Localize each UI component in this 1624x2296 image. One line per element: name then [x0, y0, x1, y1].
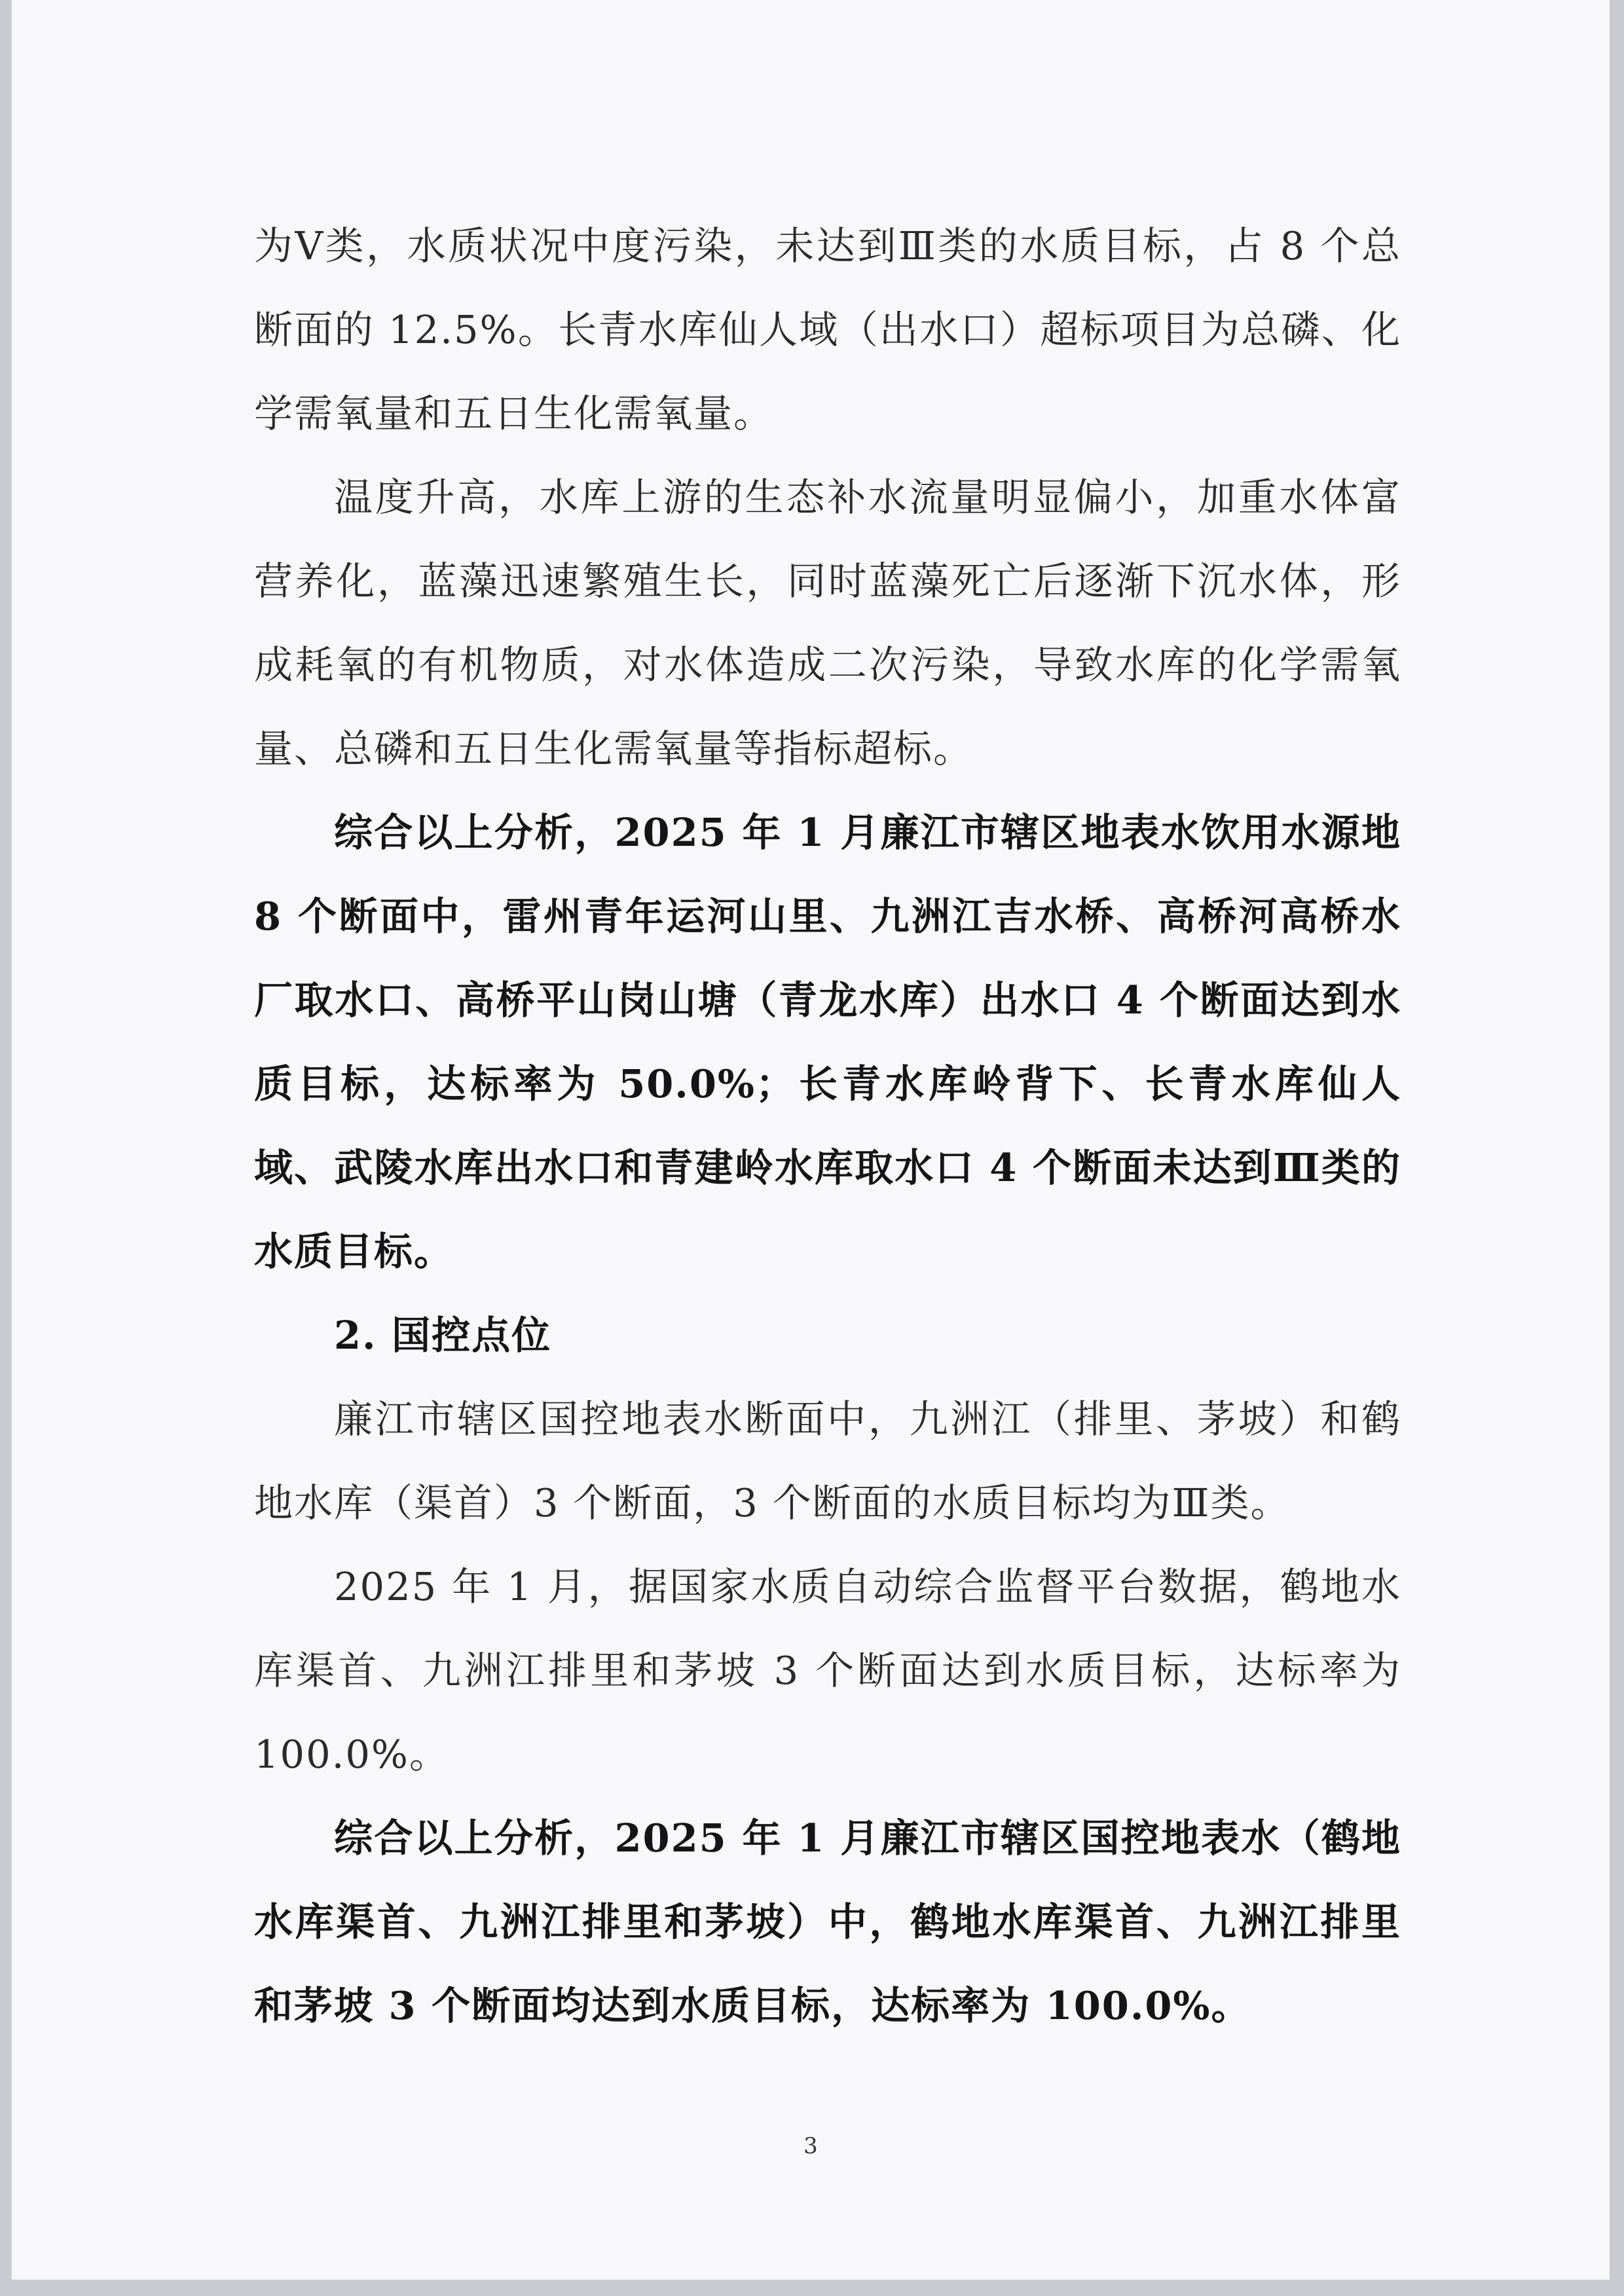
paragraph-algae-cause: 温度升高，水库上游的生态补水流量明显偏小，加重水体富营养化，蓝藻迅速繁殖生长，同时蓝藻死亡后逐渐下沉水体，形成耗氧的有机物质，对水体造成二次污染，导致水库的化学需氧量、总磷和五日生化需氧量等指标超标。: [254, 475, 1401, 771]
paragraph-drinking-water-summary: 综合以上分析，2025 年 1 月廉江市辖区地表水饮用水源地 8 个断面中，雷州青年运河山里、九洲江吉水桥、高桥河高桥水厂取水口、高桥平山岗山塘（青龙水库）出水口 4 个断面达到水质目标，达标率为 50.0%；长青水库岭背下、长青水库仙人域、武陵水库出水口和青建岭水库取水口 4 个断面未达到Ⅲ类的水质目标。: [254, 810, 1401, 1274]
document-body: [254, 204, 1401, 2048]
document-page: [12, 0, 1610, 2280]
paragraph-national-summary: 综合以上分析，2025 年 1 月廉江市辖区国控地表水（鹤地水库渠首、九洲江排里和茅坡）中，鹤地水库渠首、九洲江排里和茅坡 3 个断面均达到水质目标，达标率为 100.0%。: [254, 1815, 1401, 2028]
paragraph-national-sections: 廉江市辖区国控地表水断面中，九洲江（排里、茅坡）和鹤地水库（渠首）3 个断面，3 个断面的水质目标均为Ⅲ类。: [254, 1396, 1401, 1525]
paragraph-national-monitoring: 2025 年 1 月，据国家水质自动综合监督平台数据，鹤地水库渠首、九洲江排里和茅坡 3 个断面达到水质目标，达标率为 100.0%。: [254, 1564, 1401, 1777]
page-number: 3: [803, 2133, 818, 2159]
section-heading-national-points: 2. 国控点位: [334, 1313, 552, 1358]
paragraph-continuation: 为Ⅴ类，水质状况中度污染，未达到Ⅲ类的水质目标，占 8 个总断面的 12.5%。长青水库仙人域（出水口）超标项目为总磷、化学需氧量和五日生化需氧量。: [254, 223, 1401, 436]
